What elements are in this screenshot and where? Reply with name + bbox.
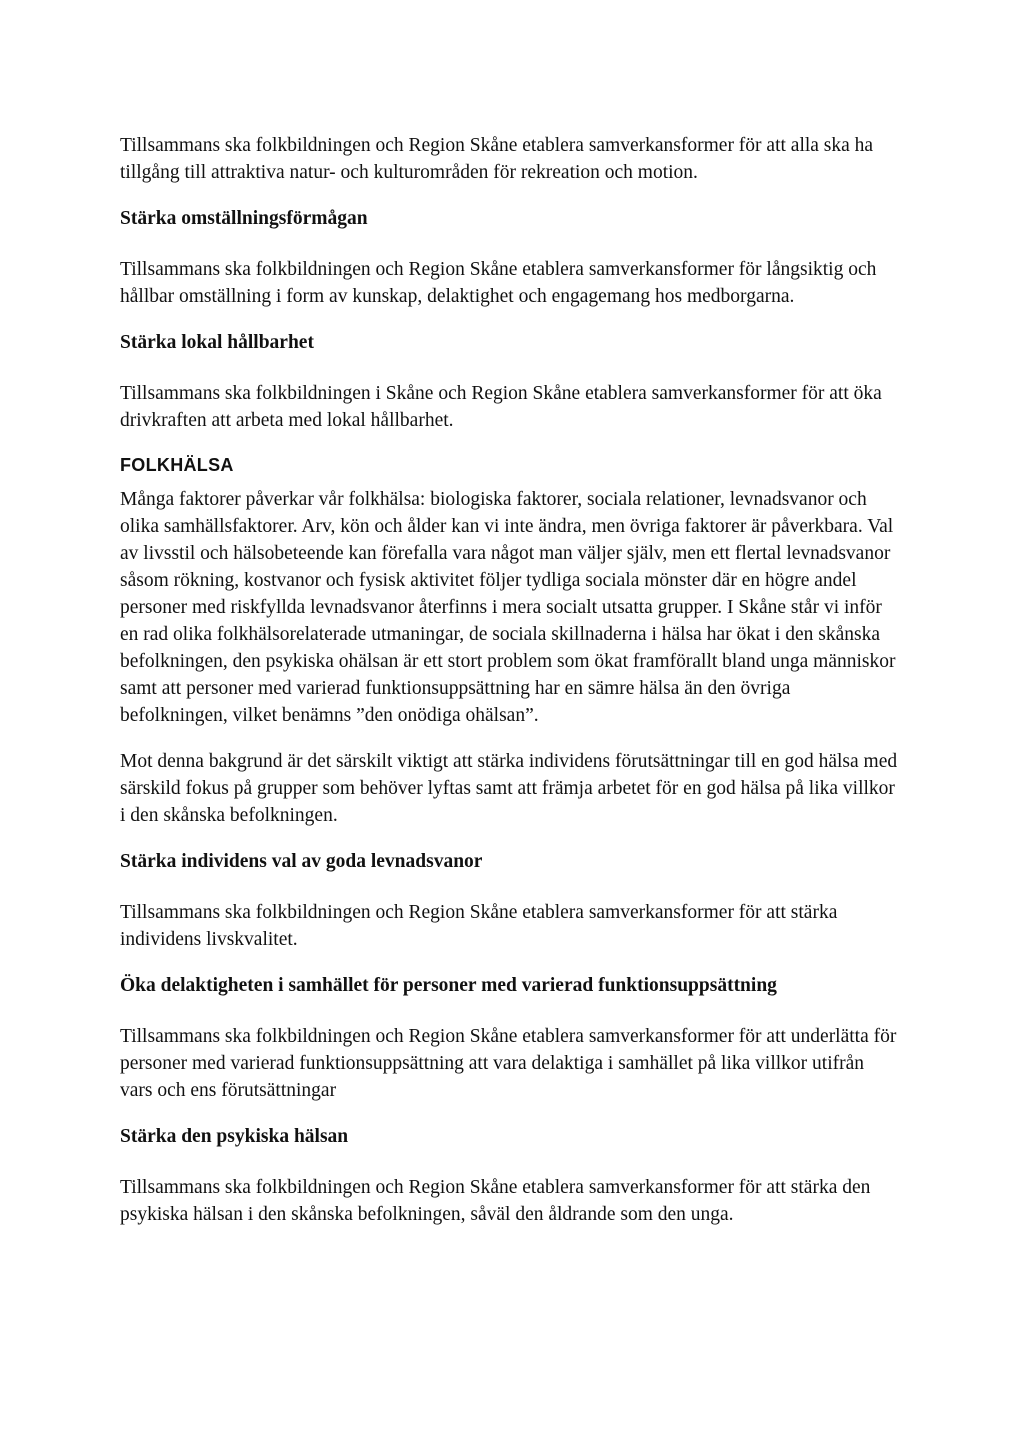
paragraph-psykiska-halsan: Tillsammans ska folkbildningen och Region Skåne etablera samverkansformer för att stärka den psykiska hälsan i den skånska befolkningen, såväl den åldrande som den unga. <box>120 1177 871 1225</box>
paragraph-folkhalsa-faktorer: Många faktorer påverkar vår folkhälsa: biologiska faktorer, sociala relationer, levnadsvanor och olika samhällsfaktorer. Arv, kön och ålder kan vi inte ändra, men övriga faktorer är påverkbara. Val av livsstil och hälsobeteende kan förefalla vara något man väljer själv, men ett flertal levnadsvanor såsom rökning, kostvanor och fysisk aktivitet följer tydliga sociala mönster där en högre andel personer med riskfyllda levnadsvanor återfinns i mera socialt utsatta grupper. I Skåne står vi inför en rad olika folkhälsorelaterade utmaningar, de sociala skillnaderna i hälsa har ökat i den skånska befolkningen, den psykiska ohälsan är ett stort problem som ökat framförallt bland unga människor samt att personer med varierad funktionsuppsättning har en sämre hälsa än den övriga befolkningen, vilket benämns ”den onödiga ohälsan”. <box>120 489 896 726</box>
subheading-levnadsvanor: Stärka individens val av goda levnadsvanor <box>120 851 483 872</box>
paragraph-natur-kultur: Tillsammans ska folkbildningen och Region Skåne etablera samverkansformer för att alla ska ha tillgång till attraktiva natur- och kulturområden för rekreation och motion. <box>120 135 874 183</box>
subheading-delaktighet: Öka delaktigheten i samhället för personer med varierad funktionsuppsättning <box>120 975 777 996</box>
subheading-lokal-hallbarhet: Stärka lokal hållbarhet <box>120 332 314 353</box>
paragraph-bakgrund: Mot denna bakgrund är det särskilt viktigt att stärka individens förutsättningar till en god hälsa med särskild fokus på grupper som behöver lyftas samt att främja arbetet för en god hälsa på lika villkor i den skånska befolkningen. <box>120 751 898 826</box>
paragraph-lokal-hallbarhet: Tillsammans ska folkbildningen i Skåne och Region Skåne etablera samverkansformer för att öka drivkraften att arbeta med lokal hållbarhet. <box>120 383 882 431</box>
subheading-omstallningsformagan: Stärka omställningsförmågan <box>120 208 368 229</box>
paragraph-livskvalitet: Tillsammans ska folkbildningen och Region Skåne etablera samverkansformer för att stärka individens livskvalitet. <box>120 902 838 950</box>
paragraph-omstallning: Tillsammans ska folkbildningen och Region Skåne etablera samverkansformer för långsiktig och hållbar omställning i form av kunskap, delaktighet och engagemang hos medborgarna. <box>120 259 877 307</box>
section-heading-folkhalsa: FOLKHÄLSA <box>120 455 234 475</box>
document-body <box>120 132 900 1247</box>
subheading-psykiska-halsan: Stärka den psykiska hälsan <box>120 1126 349 1147</box>
paragraph-delaktighet: Tillsammans ska folkbildningen och Region Skåne etablera samverkansformer för att underlätta för personer med varierad funktionsuppsättning att vara delaktiga i samhället på lika villkor utifrån vars och ens förutsättningar <box>120 1026 897 1101</box>
